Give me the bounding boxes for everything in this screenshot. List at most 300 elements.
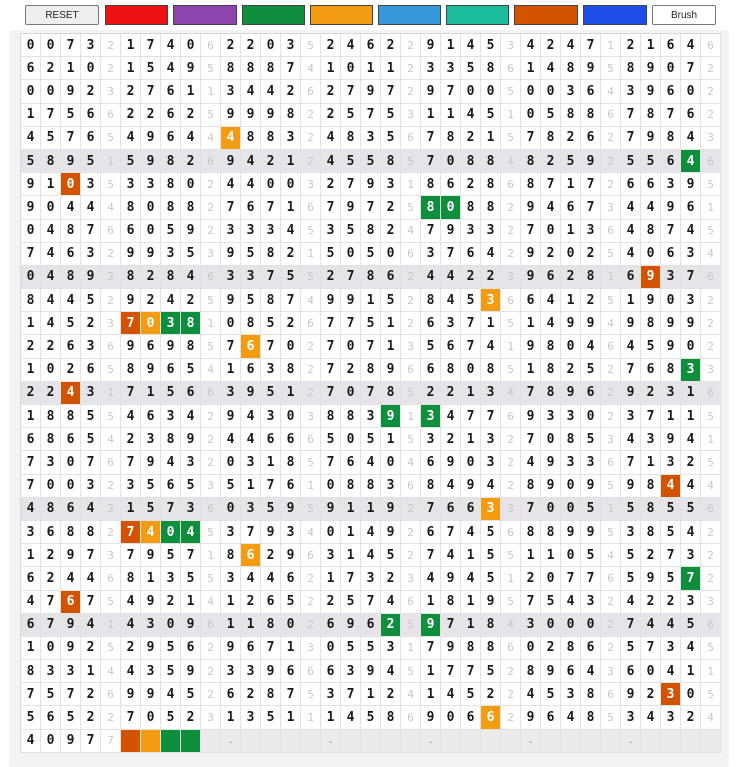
board-cell[interactable]: 3 [81,335,101,358]
board-cell[interactable]: 3 [661,266,681,289]
board-cell[interactable]: 8 [221,544,241,567]
board-cell[interactable]: 1 [321,706,341,729]
board-cell[interactable]: 6 [561,196,581,219]
board-cell[interactable]: 4 [241,80,261,103]
color-swatch-orange[interactable] [310,5,373,25]
board-cell[interactable]: 1 [81,660,101,683]
board-cell[interactable]: 4 [561,706,581,729]
board-cell[interactable]: 4 [61,196,81,219]
board-cell[interactable]: 5 [621,567,641,590]
board-cell[interactable]: 5 [361,243,381,266]
board-cell[interactable]: 4 [441,683,461,706]
board-cell[interactable]: 3 [441,57,461,80]
board-cell[interactable]: 4 [81,498,101,521]
board-cell[interactable]: 6 [81,359,101,382]
board-cell[interactable]: 5 [461,683,481,706]
board-cell[interactable]: 2 [541,34,561,57]
board-cell[interactable]: 6 [361,614,381,637]
board-cell[interactable]: 7 [461,312,481,335]
board-cell[interactable]: 7 [361,591,381,614]
board-cell[interactable]: 8 [641,521,661,544]
board-cell[interactable]: 0 [561,243,581,266]
board-cell[interactable]: 7 [441,80,461,103]
board-cell[interactable]: 9 [341,289,361,312]
board-cell[interactable]: 0 [561,335,581,358]
board-cell[interactable]: 3 [661,382,681,405]
board-cell[interactable]: 2 [641,544,661,567]
board-cell[interactable]: 6 [161,359,181,382]
board-cell[interactable]: 9 [321,289,341,312]
board-cell[interactable]: 1 [261,451,281,474]
board-cell[interactable]: 6 [681,196,701,219]
board-cell[interactable]: 0 [681,683,701,706]
board-cell[interactable]: 1 [221,591,241,614]
board-cell[interactable]: 6 [261,428,281,451]
board-cell[interactable]: 2 [281,243,301,266]
board-cell[interactable]: 0 [161,614,181,637]
board-cell[interactable]: 4 [121,660,141,683]
board-cell[interactable]: 1 [541,544,561,567]
board-cell[interactable]: 9 [521,706,541,729]
board-cell[interactable]: 1 [21,359,41,382]
board-cell[interactable]: 8 [21,660,41,683]
board-cell[interactable]: 9 [581,150,601,173]
board-cell[interactable]: 3 [581,451,601,474]
board-cell[interactable]: 0 [341,57,361,80]
board-cell[interactable]: 2 [581,243,601,266]
board-cell[interactable]: 3 [281,34,301,57]
board-cell[interactable]: 0 [561,498,581,521]
board-cell[interactable]: 5 [481,567,501,590]
board-cell[interactable]: 6 [541,266,561,289]
board-cell[interactable]: 8 [481,57,501,80]
board-cell[interactable]: 4 [81,614,101,637]
board-cell[interactable]: 9 [381,359,401,382]
board-cell[interactable]: 3 [421,243,441,266]
board-cell[interactable]: 9 [181,220,201,243]
empty-cell[interactable]: . [621,730,641,753]
board-cell[interactable]: 6 [461,498,481,521]
board-cell[interactable]: 6 [661,34,681,57]
board-cell[interactable]: 5 [481,521,501,544]
board-cell[interactable]: 4 [241,567,261,590]
board-cell[interactable]: 1 [21,544,41,567]
board-cell[interactable]: 3 [621,80,641,103]
board-cell[interactable]: 7 [81,451,101,474]
board-cell[interactable]: 1 [361,57,381,80]
board-cell[interactable]: 8 [61,405,81,428]
board-cell[interactable]: 3 [381,173,401,196]
board-cell[interactable]: 6 [581,382,601,405]
board-cell[interactable]: 0 [521,637,541,660]
highlighted-cell[interactable]: 9 [641,266,661,289]
board-cell[interactable]: 4 [541,289,561,312]
board-cell[interactable]: 2 [321,34,341,57]
board-cell[interactable]: 8 [361,475,381,498]
board-cell[interactable]: 9 [221,104,241,127]
board-cell[interactable]: 3 [341,660,361,683]
board-cell[interactable]: 9 [521,405,541,428]
board-cell[interactable]: 2 [561,127,581,150]
board-cell[interactable]: 5 [381,104,401,127]
highlighted-cell[interactable]: 0 [141,312,161,335]
board-cell[interactable]: 8 [261,57,281,80]
highlighted-cell[interactable]: 0 [161,521,181,544]
board-cell[interactable]: 7 [61,683,81,706]
board-cell[interactable]: 3 [241,266,261,289]
board-cell[interactable]: 7 [261,266,281,289]
board-cell[interactable]: 5 [681,498,701,521]
board-cell[interactable]: 9 [181,428,201,451]
board-cell[interactable]: 9 [621,683,641,706]
painted-block[interactable] [121,730,141,753]
board-cell[interactable]: 2 [81,80,101,103]
board-cell[interactable]: 3 [481,428,501,451]
board-cell[interactable]: 8 [441,127,461,150]
empty-cell[interactable]: . [221,730,241,753]
board-cell[interactable]: 8 [581,683,601,706]
board-cell[interactable]: 7 [61,34,81,57]
board-cell[interactable]: 5 [21,150,41,173]
board-cell[interactable]: 6 [621,660,641,683]
board-cell[interactable]: 9 [641,289,661,312]
board-cell[interactable]: 5 [361,428,381,451]
board-cell[interactable]: 6 [321,614,341,637]
board-cell[interactable]: 9 [441,637,461,660]
board-cell[interactable]: 9 [281,544,301,567]
board-cell[interactable]: 9 [541,475,561,498]
board-cell[interactable]: 2 [541,150,561,173]
board-cell[interactable]: 9 [561,382,581,405]
board-cell[interactable]: 0 [141,220,161,243]
highlighted-cell[interactable]: 4 [661,475,681,498]
board-cell[interactable]: 7 [421,498,441,521]
board-cell[interactable]: 9 [621,312,641,335]
board-cell[interactable]: 6 [161,80,181,103]
board-cell[interactable]: 4 [321,150,341,173]
board-cell[interactable]: 5 [541,104,561,127]
board-cell[interactable]: 8 [381,150,401,173]
board-cell[interactable]: 7 [461,660,481,683]
board-cell[interactable]: 6 [141,335,161,358]
board-cell[interactable]: 6 [581,80,601,103]
board-cell[interactable]: 3 [141,173,161,196]
board-cell[interactable]: 7 [621,614,641,637]
board-cell[interactable]: 8 [41,150,61,173]
empty-cell[interactable] [301,730,321,753]
board-cell[interactable]: 9 [461,475,481,498]
board-cell[interactable]: 8 [521,660,541,683]
board-cell[interactable]: 9 [681,173,701,196]
board-cell[interactable]: 0 [321,475,341,498]
board-cell[interactable]: 6 [281,475,301,498]
board-cell[interactable]: 7 [361,104,381,127]
board-cell[interactable]: 4 [181,405,201,428]
empty-cell[interactable] [661,730,681,753]
board-cell[interactable]: 5 [341,220,361,243]
board-cell[interactable]: 9 [361,80,381,103]
empty-cell[interactable] [341,730,361,753]
board-cell[interactable]: 8 [461,637,481,660]
board-cell[interactable]: 7 [661,220,681,243]
board-cell[interactable]: 1 [461,382,481,405]
board-cell[interactable]: 1 [521,57,541,80]
board-cell[interactable]: 5 [661,498,681,521]
board-cell[interactable]: 0 [181,34,201,57]
board-cell[interactable]: 4 [621,591,641,614]
board-cell[interactable]: 9 [61,150,81,173]
board-cell[interactable]: 5 [581,428,601,451]
board-cell[interactable]: 9 [221,243,241,266]
board-cell[interactable]: 9 [141,150,161,173]
board-cell[interactable]: 4 [181,127,201,150]
board-cell[interactable]: 8 [541,382,561,405]
board-cell[interactable]: 8 [381,706,401,729]
board-cell[interactable]: 6 [61,335,81,358]
highlighted-cell[interactable]: 0 [441,196,461,219]
board-cell[interactable]: 3 [221,660,241,683]
board-cell[interactable]: 6 [181,382,201,405]
board-cell[interactable]: 6 [441,173,461,196]
board-cell[interactable]: 1 [21,312,41,335]
board-cell[interactable]: 0 [261,173,281,196]
board-cell[interactable]: 5 [341,637,361,660]
board-cell[interactable]: 0 [481,80,501,103]
board-cell[interactable]: 4 [521,683,541,706]
board-cell[interactable]: 9 [661,312,681,335]
board-cell[interactable]: 8 [481,150,501,173]
highlighted-cell[interactable]: 8 [181,312,201,335]
highlighted-cell[interactable]: 3 [681,359,701,382]
board-cell[interactable]: 7 [581,173,601,196]
empty-cell[interactable] [681,730,701,753]
board-cell[interactable]: 9 [421,34,441,57]
board-cell[interactable]: 2 [81,706,101,729]
board-cell[interactable]: 9 [61,730,81,753]
board-cell[interactable]: 3 [661,706,681,729]
board-cell[interactable]: 6 [581,637,601,660]
board-cell[interactable]: 0 [281,614,301,637]
board-cell[interactable]: 9 [121,683,141,706]
board-cell[interactable]: 0 [41,359,61,382]
board-cell[interactable]: 3 [361,405,381,428]
board-cell[interactable]: 5 [81,289,101,312]
board-cell[interactable]: 0 [541,614,561,637]
board-cell[interactable]: 1 [641,451,661,474]
highlighted-cell[interactable]: 3 [661,683,681,706]
empty-cell[interactable] [601,730,621,753]
board-cell[interactable]: 7 [161,498,181,521]
board-cell[interactable]: 7 [661,104,681,127]
board-cell[interactable]: 3 [361,567,381,590]
board-cell[interactable]: 8 [261,289,281,312]
board-cell[interactable]: 5 [41,127,61,150]
board-cell[interactable]: 4 [441,289,461,312]
board-cell[interactable]: 7 [661,544,681,567]
board-cell[interactable]: 4 [681,428,701,451]
board-cell[interactable]: 3 [381,637,401,660]
board-cell[interactable]: 3 [321,220,341,243]
board-cell[interactable]: 7 [241,521,261,544]
board-cell[interactable]: 4 [221,428,241,451]
board-cell[interactable]: 4 [321,127,341,150]
board-cell[interactable]: 3 [681,243,701,266]
board-cell[interactable]: 7 [281,57,301,80]
board-cell[interactable]: 5 [561,150,581,173]
board-cell[interactable]: 0 [561,475,581,498]
board-cell[interactable]: 7 [421,127,441,150]
board-cell[interactable]: 9 [261,660,281,683]
board-cell[interactable]: 8 [241,312,261,335]
board-cell[interactable]: 9 [141,127,161,150]
board-cell[interactable]: 5 [381,544,401,567]
board-cell[interactable]: 8 [121,196,141,219]
board-cell[interactable]: 0 [41,80,61,103]
board-cell[interactable]: 3 [221,220,241,243]
board-cell[interactable]: 7 [221,335,241,358]
board-cell[interactable]: 9 [141,637,161,660]
board-cell[interactable]: 2 [421,382,441,405]
board-cell[interactable]: 5 [141,475,161,498]
board-cell[interactable]: 0 [321,521,341,544]
board-cell[interactable]: 3 [181,451,201,474]
board-cell[interactable]: 8 [561,428,581,451]
board-cell[interactable]: 8 [261,127,281,150]
board-cell[interactable]: 2 [241,683,261,706]
board-cell[interactable]: 7 [341,683,361,706]
board-cell[interactable]: 5 [181,475,201,498]
board-cell[interactable]: 3 [61,660,81,683]
board-cell[interactable]: 4 [341,34,361,57]
board-cell[interactable]: 7 [581,567,601,590]
board-cell[interactable]: 3 [241,706,261,729]
board-cell[interactable]: 7 [341,173,361,196]
board-cell[interactable]: 5 [141,57,161,80]
board-cell[interactable]: 4 [661,614,681,637]
board-cell[interactable]: 5 [541,591,561,614]
board-cell[interactable]: 7 [41,104,61,127]
board-cell[interactable]: 4 [121,591,141,614]
reset-button[interactable]: RESET [25,5,99,25]
board-cell[interactable]: 6 [81,104,101,127]
board-cell[interactable]: 3 [421,428,441,451]
board-cell[interactable]: 1 [341,498,361,521]
board-cell[interactable]: 7 [381,80,401,103]
board-cell[interactable]: 6 [281,567,301,590]
board-cell[interactable]: 2 [381,567,401,590]
board-cell[interactable]: 5 [161,382,181,405]
board-cell[interactable]: 6 [21,428,41,451]
board-cell[interactable]: 6 [81,127,101,150]
board-cell[interactable]: 3 [561,80,581,103]
board-cell[interactable]: 9 [21,196,41,219]
board-cell[interactable]: 4 [421,567,441,590]
board-cell[interactable]: 2 [561,266,581,289]
board-cell[interactable]: 9 [141,683,161,706]
board-cell[interactable]: 8 [261,683,281,706]
board-cell[interactable]: 2 [441,382,461,405]
board-cell[interactable]: 8 [481,196,501,219]
board-cell[interactable]: 0 [61,451,81,474]
board-cell[interactable]: 4 [21,591,41,614]
board-cell[interactable]: 5 [661,567,681,590]
board-cell[interactable]: 6 [521,289,541,312]
board-cell[interactable]: 0 [341,382,361,405]
board-cell[interactable]: 1 [661,405,681,428]
board-cell[interactable]: 3 [241,451,261,474]
board-cell[interactable]: 1 [441,104,461,127]
board-cell[interactable]: 9 [121,243,141,266]
board-cell[interactable]: 5 [181,683,201,706]
board-cell[interactable]: 9 [361,660,381,683]
board-cell[interactable]: 0 [221,498,241,521]
board-cell[interactable]: 5 [281,266,301,289]
board-cell[interactable]: 2 [381,220,401,243]
board-cell[interactable]: 9 [641,57,661,80]
board-cell[interactable]: 4 [681,127,701,150]
board-cell[interactable]: 3 [421,57,441,80]
board-cell[interactable]: 6 [41,706,61,729]
board-cell[interactable]: 7 [121,706,141,729]
board-cell[interactable]: 4 [41,289,61,312]
board-cell[interactable]: 5 [641,335,661,358]
board-cell[interactable]: 8 [221,57,241,80]
highlighted-cell[interactable]: 3 [481,498,501,521]
board-cell[interactable]: 6 [21,614,41,637]
board-cell[interactable]: 9 [121,289,141,312]
board-cell[interactable]: 3 [221,567,241,590]
board-cell[interactable]: 3 [621,405,641,428]
empty-cell[interactable]: . [521,730,541,753]
board-cell[interactable]: 2 [121,637,141,660]
board-cell[interactable]: 2 [681,706,701,729]
board-cell[interactable]: 9 [641,127,661,150]
board-cell[interactable]: 7 [461,335,481,358]
board-cell[interactable]: 0 [521,104,541,127]
board-cell[interactable]: 6 [341,451,361,474]
board-cell[interactable]: 8 [541,335,561,358]
board-cell[interactable]: 4 [681,637,701,660]
board-cell[interactable]: 7 [361,335,381,358]
board-cell[interactable]: 5 [241,289,261,312]
painted-block[interactable] [141,730,161,753]
board-cell[interactable]: 0 [41,196,61,219]
board-cell[interactable]: 4 [521,34,541,57]
board-cell[interactable]: 1 [421,660,441,683]
board-cell[interactable]: 1 [21,405,41,428]
board-cell[interactable]: 0 [461,451,481,474]
board-cell[interactable]: 9 [541,660,561,683]
board-cell[interactable]: 8 [521,173,541,196]
board-cell[interactable]: 4 [41,220,61,243]
board-cell[interactable]: 6 [441,498,461,521]
board-cell[interactable]: 6 [161,104,181,127]
board-cell[interactable]: 7 [521,428,541,451]
board-cell[interactable]: 7 [281,289,301,312]
board-cell[interactable]: 7 [341,80,361,103]
board-cell[interactable]: 5 [181,567,201,590]
board-cell[interactable]: 1 [341,544,361,567]
highlighted-cell[interactable]: 4 [141,521,161,544]
board-cell[interactable]: 0 [41,730,61,753]
board-cell[interactable]: 9 [221,637,241,660]
board-cell[interactable]: 8 [441,359,461,382]
board-cell[interactable]: 5 [581,544,601,567]
board-cell[interactable]: 3 [41,660,61,683]
empty-cell[interactable] [281,730,301,753]
board-cell[interactable]: 8 [361,220,381,243]
board-cell[interactable]: 3 [681,591,701,614]
